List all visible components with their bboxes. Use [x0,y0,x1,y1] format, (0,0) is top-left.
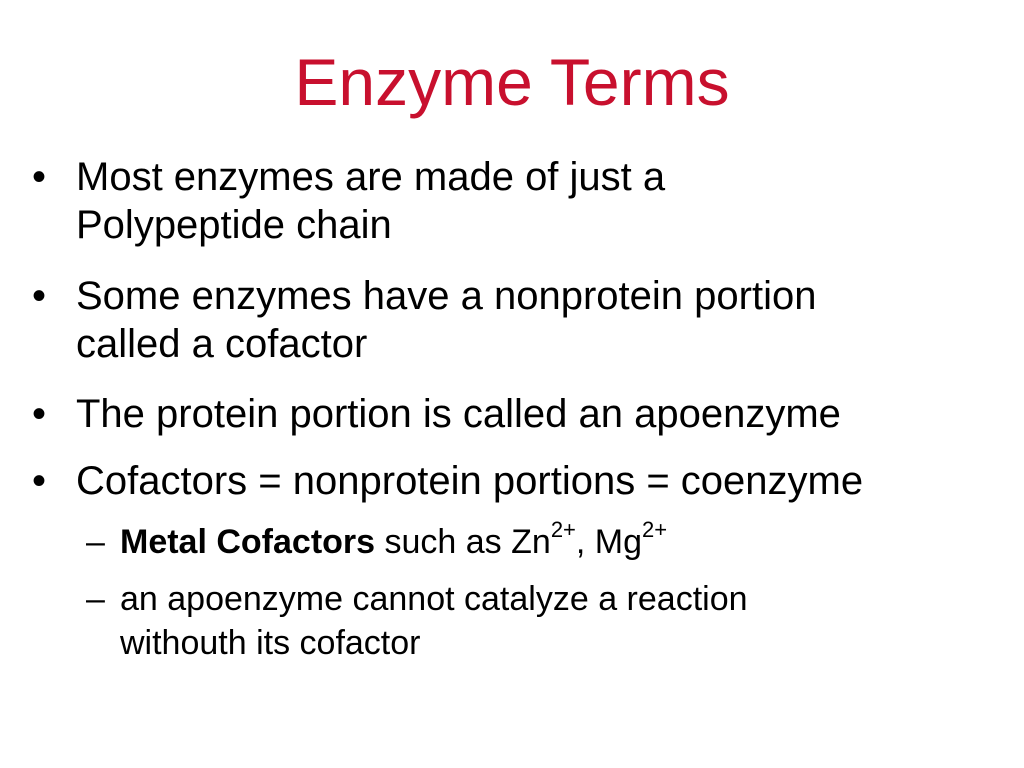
sub-bullet-text-line: an apoenzyme cannot catalyze a reaction [120,580,748,618]
sub-bullet-marker: – [86,523,105,561]
bullet-text-line: called a cofactor [76,322,368,366]
sub-bullet-item-1 [86,516,946,564]
bullet-text-line: Polypeptide chain [76,203,392,247]
bullet-marker: • [32,274,47,318]
bullet-marker: • [32,392,47,436]
bullet-text-line: Some enzymes have a nonprotein portion [76,274,817,318]
bullet-marker: • [32,155,47,199]
sub-bullet-item-2 [86,577,946,665]
text-fragment: such as Zn [375,523,551,561]
sub-bullet-text-line: withouth its cofactor [120,624,421,662]
text-fragment: , Mg [575,523,643,561]
bullet-item-3 [32,390,952,438]
superscript: 2+ [642,516,668,542]
superscript: 2+ [550,516,576,542]
bullet-marker: • [32,459,47,503]
sub-bullet-text [120,516,946,564]
bullet-item-1 [32,153,952,249]
bold-term: Metal Cofactors [120,523,376,561]
bullet-item-2 [32,272,952,368]
bullet-text-line: Most enzymes are made of just a [76,155,666,199]
bullet-item-4 [32,457,952,505]
bullet-text-line: Cofactors = nonprotein portions = coenzyme [76,459,864,503]
bullet-text-line: The protein portion is called an apoenzyme [76,392,841,436]
sub-bullet-marker: – [86,580,105,618]
slide-title: Enzyme Terms [294,45,730,119]
